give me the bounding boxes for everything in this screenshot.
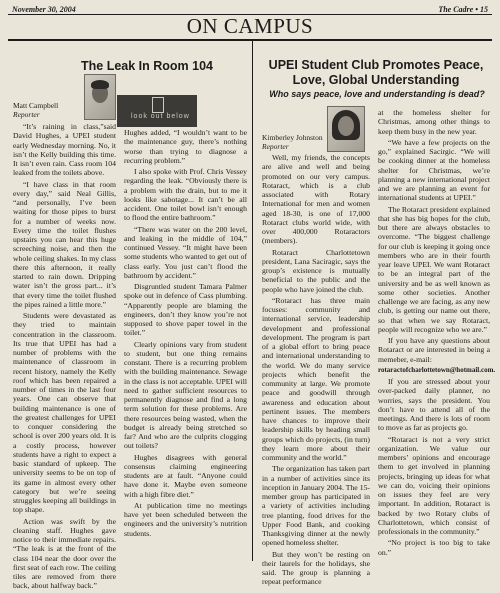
right-author: Kimberley Johnston (262, 133, 323, 142)
left-column-2 (124, 128, 247, 540)
paragraph: Students were devastated as they tried to maintain concentration in the classroom. Its true that UPEI has had a number of problems with the maintenance of classroom in recent history, namely the Kelly roof which has been repaired a number of times in the last four years. One can observe that building maintenance is one of the greatest challenges for UPEI to conquer considering the school is over 200 years old. It is a costly process, however students have a right to expect a basic standard of upkeep. The university seems to be on top of its game in almost every other category but we’re seeing struggles keeping all buildings in top shape. (13, 311, 116, 515)
paragraph: If you are stressed about your over-packed daily planner, no worries, says the president. You don’t have to attend all of the meetings. And there is lots of room to move as far as projects go. (378, 377, 490, 433)
author-hair-icon (91, 80, 109, 89)
toilet-icon (152, 97, 164, 113)
paragraph: Disgruntled student Tamara Palmer spoke out in defence of Cass plumbing. “Apparently people are blaming the engineers, don’t they know you’re not supposed to shove paper towel in the toilet.” (124, 282, 247, 338)
paragraph: at the homeless shelter for Christmas, among other things to keep them busy in the new year. (378, 108, 490, 136)
paragraph: “Rotaract has three main focuses: community and international service, leadership development and professional development. The program is part of a global effort to bring peace and international understanding to the world. We do many service projects which benefit the community at large. We promote peace and goodwill through awareness and education about pertinent issues. The members have chances to improve their leadership skills by heading small groups which do projects, (in turn) they learn more about their community and the world.” (262, 295, 370, 462)
photo-caption: look out below (131, 113, 190, 120)
right-headline: UPEI Student Club Promotes Peace, Love, Global Understanding (268, 58, 484, 87)
left-headline: The Leak In Room 104 (81, 59, 213, 73)
paragraph: Action was swift by the cleaning staff. Hughes gave notice to their immediate repairs. “The leak is at the front of the class 104 near the door over the first seat of each row. The ceiling tiles are removed from there back, about halfway back.” (13, 516, 116, 591)
section-rule (8, 39, 492, 41)
right-role: Reporter (262, 142, 289, 151)
paragraph: Well, my friends, the concepts are alive and well and being promoted on our very campus. Rotaract, which is a club associated with Rotary International for men and women aged 18-30, is one of 17,000 Rotaract clubs world wide, with over 400,000 Rotaractors (members). (262, 153, 370, 246)
paragraph: If you have any questions about Rotaract or are interested in being a memeber, e-mail: (378, 336, 490, 364)
paragraph: Rotaract Charlottetown president, Lana Saciragic, says the group’s existence is mutually beneficial to the public and the people who have joined the club. (262, 247, 370, 294)
paragraph: The Rotaract president explained that she has big hopes for the club, but there are always obstacles to overcome. “The biggest challenge for our club is keeping it going once members who are in their fourth year leave UPEI. We want Rotaract to be an integral part of the university and be as well known as some other societies. Another challenge we are facing, as any new club, is getting our name out there, so that when we say Rotaract, people will recognize who we are.” (378, 204, 490, 334)
author-photo-matt (84, 74, 116, 120)
left-role: Reporter (13, 110, 40, 119)
contact-email: rotaractofcharlottetown@hotmail.com. (378, 365, 496, 374)
column-divider (252, 40, 253, 561)
paragraph: “It’s raining in class,”said David Hughes, a UPEI student early Wednesday morning. No, it isn’t the Kelly building this time. It isn’t even rain. Cass room 104 leaked from the toilets above. (13, 122, 116, 178)
paragraph: Clearly opinions vary from student to student, but one thing remains constant. There is a recurring problem with the building maintenance. Sewage in the class is not acceptable. UPEI will need to gather sufficient resources to permanently diagnose and find a long term solution for these problems. Are there resources being wasted, when the budget is already being stretched so far? And who are the culprits clogging out toilets? (124, 339, 247, 451)
paragraph: “We have a few projects on the go,” explained Sacirgic. “We will be cooking dinner at the homeless shelter for Christmas, we’re planning a new international project and we are planning an event for international students at UPEI.” (378, 137, 490, 203)
right-subheadline: Who says peace, love and understanding is dead? (269, 89, 485, 99)
bathroom-photo (117, 95, 197, 127)
left-byline (13, 101, 58, 119)
paper-name-page: The Cadre • 15 (438, 5, 488, 14)
author-face-icon (338, 116, 354, 136)
paragraph: “There was water on the 200 level, and leaking in the middle of 104,” continued Vessey. “It might have been some students who wanted to get out of class early. You just can’t flood the bathroom by accident.” (124, 224, 247, 280)
paragraph: “Rotaract is not a very strict organization. We value our members’ opinions and encourage them to get involved in planning projects, bringing up ideas for what we can do, voicing their opinions on issues they feel are very important. In addition, Rotaract is backed by two Rotary clubs of Charlottetown, which consist of professionals in the community.” (378, 434, 490, 536)
paragraph: I also spoke with Prof. Chris Vessey regarding the leak. “Obviously there is a problem with the drain, but to me it looks like sabotage... It can’t be all accident. One toilet bowl isn’t enough to flood the entire bathroom.” (124, 167, 247, 223)
right-byline (262, 133, 323, 151)
section-title: ON CAMPUS (186, 14, 314, 38)
right-column-2 (378, 108, 496, 559)
issue-date: November 30, 2004 (12, 5, 76, 14)
paragraph: Hughes disagrees with general consensus claiming engineering students are at fault. “Anyone could have done it. Maybe even someone with a high fibre diet.” (124, 452, 247, 499)
left-author: Matt Campbell (13, 101, 59, 110)
paragraph: “No project is too big to take on.” (378, 538, 490, 557)
paragraph: At publication time no meetings have yet been scheduled between the engineers and the university’s nutrition students. (124, 500, 247, 538)
paragraph: “I have class in that room every day,” said Neal Gillis, “and personally, I’ve been waiting for those pipes to burst for a number of weeks now. Every time the toilet flushes upstairs you can hear this huge screeching noise, and then the whole ceiling shakes. In my class there this afternoon, it really started to rain down. Dripping water isn’t the gross part... it’s that every time the toilet flushed the pipes rained a little more.” (13, 179, 116, 309)
left-column-1 (13, 122, 116, 593)
paragraph: But they won’t be resting on their laurels for the holidays, she said. The group is planning a repeat performance (262, 549, 370, 587)
paragraph: The organization has taken part in a number of activities since its inception in January 2004. The 15-member group has participated in a variety of activities including tree planting, food drives for the Upper Food Bank, and cooking Thanksgiving dinner at the newly opened homeless shelter. (262, 464, 370, 548)
paragraph: Hughes added, “I wouldn’t want to be the maintenance guy, there’s nothing worse than trying to diagnose a recurring problem.” (124, 128, 247, 165)
author-photo-kimberley (327, 106, 365, 152)
right-column-1 (262, 153, 370, 589)
